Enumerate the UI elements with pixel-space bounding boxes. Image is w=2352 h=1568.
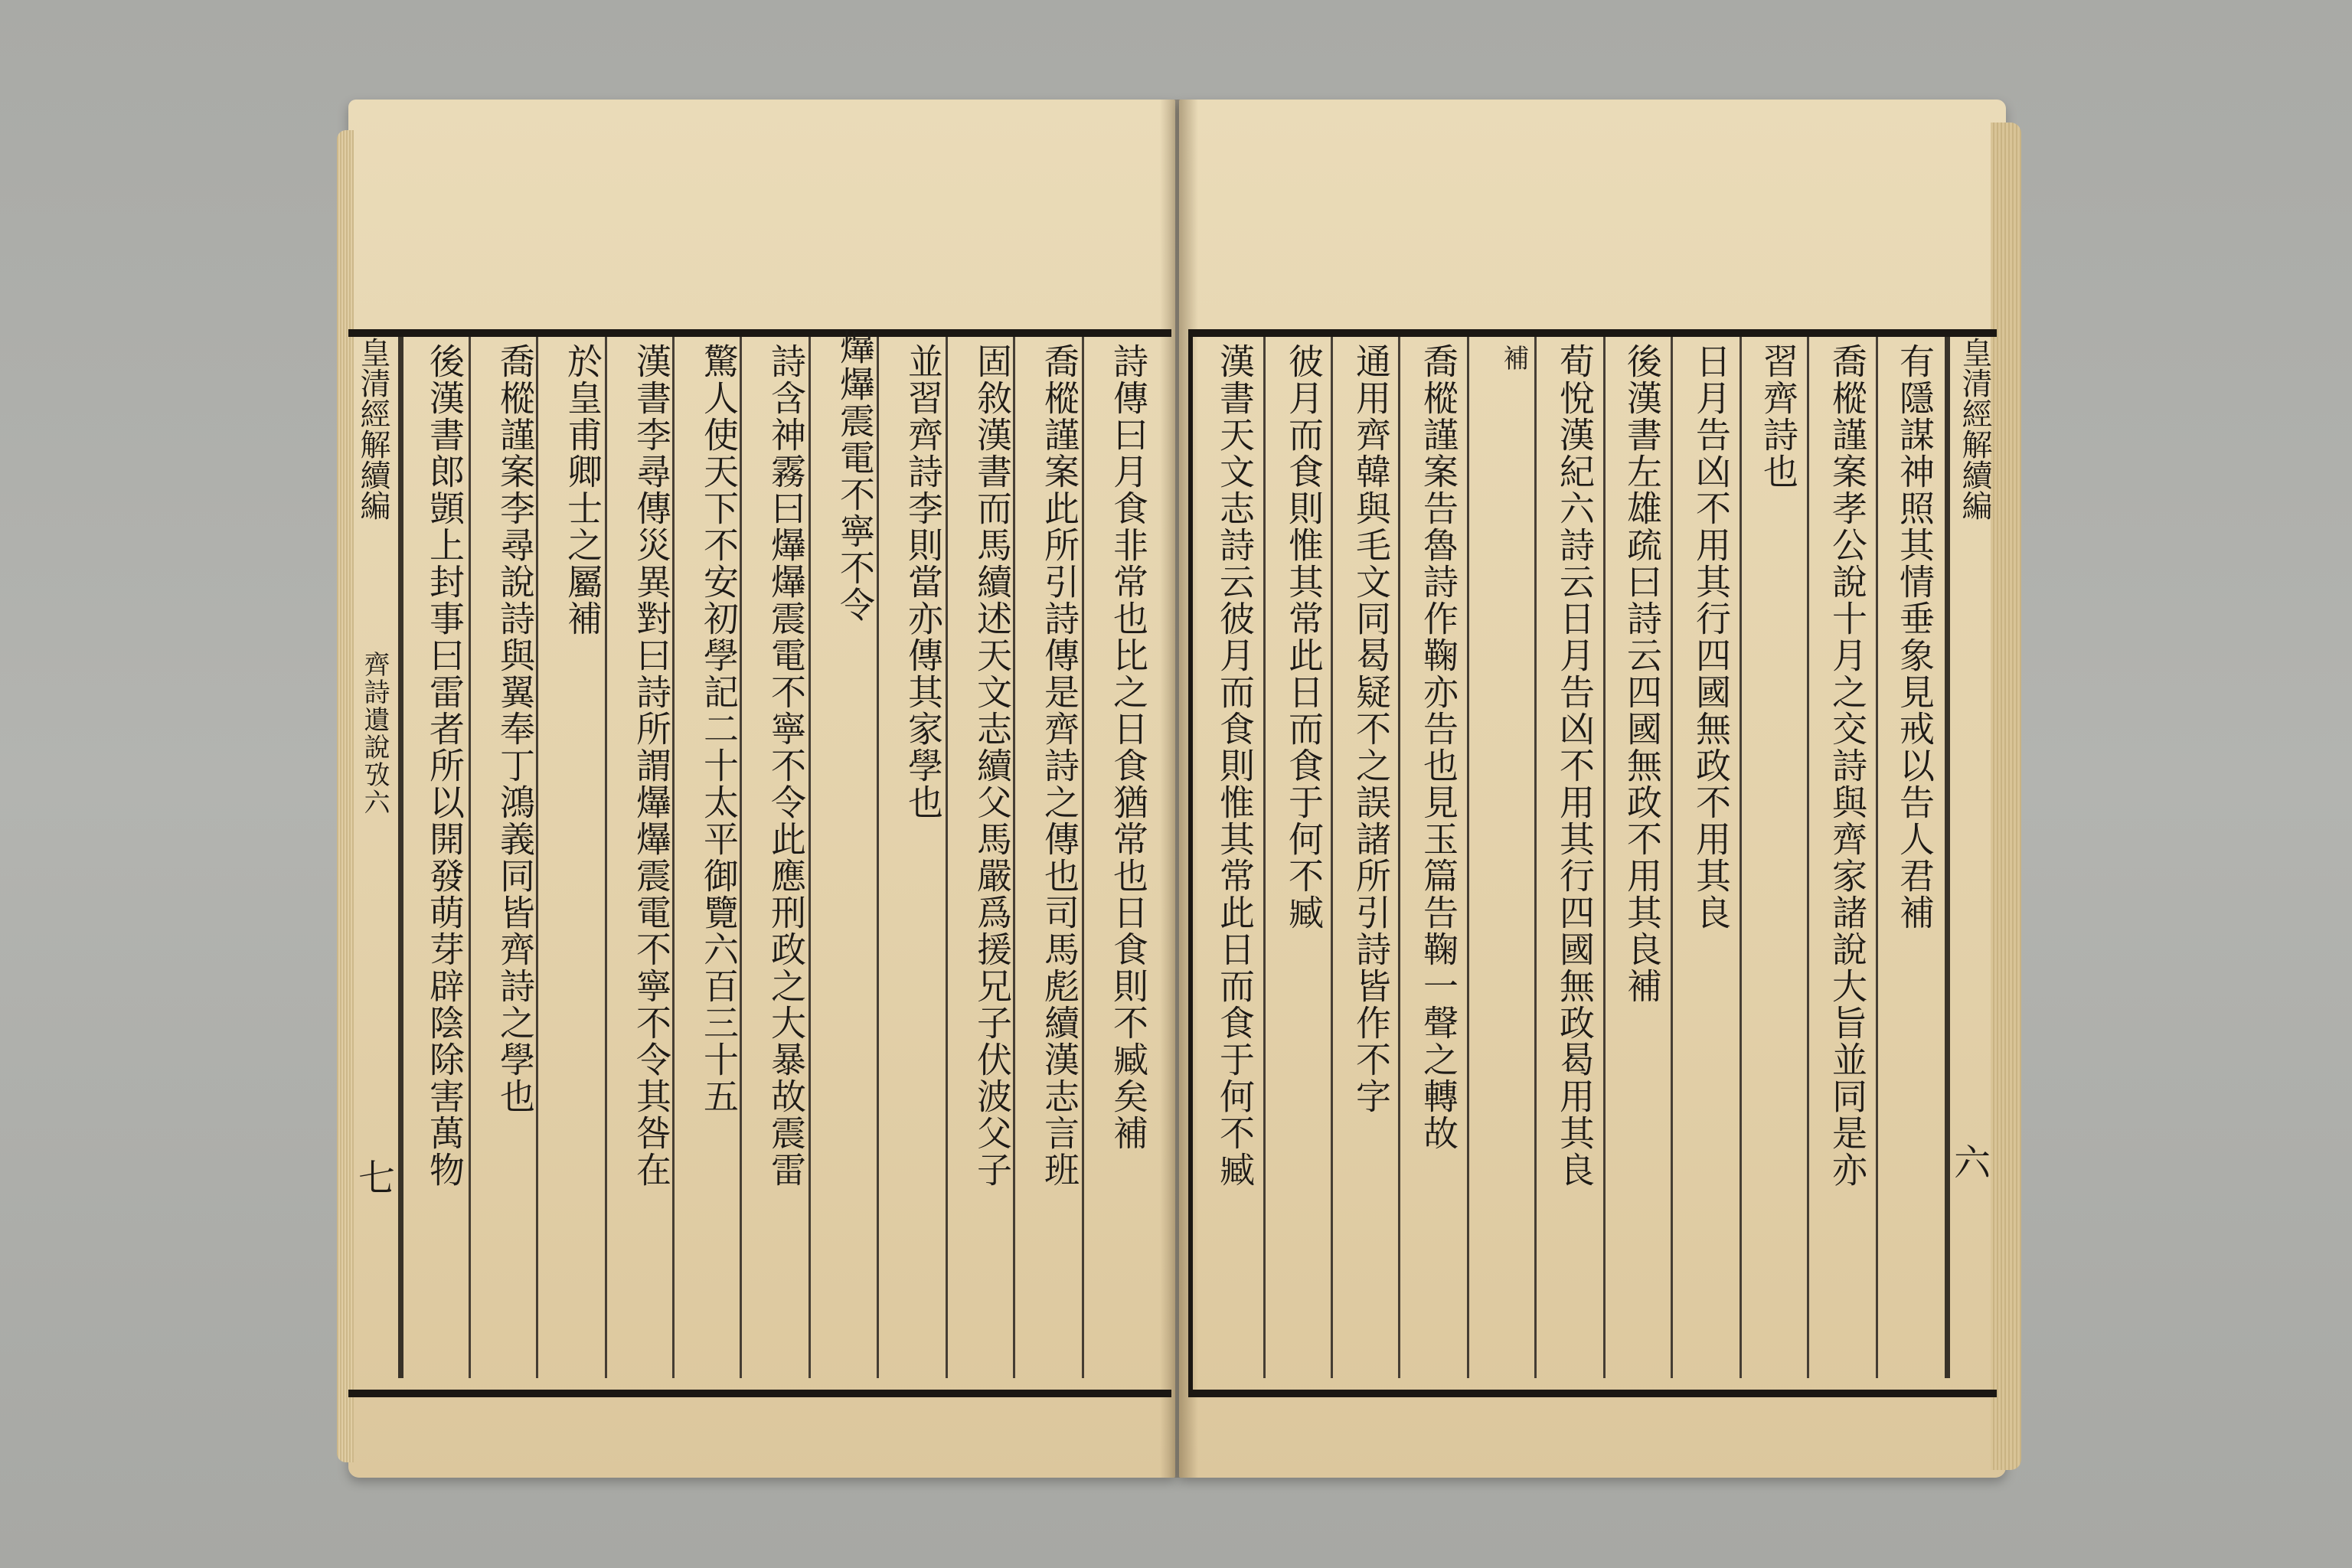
left-column-3: 固敘漢書而馬續述天文志續父馬嚴爲援兄子伏波父子 xyxy=(972,343,1013,1188)
right-column-8: 喬樅謹案告魯詩作鞠亦告也見玉篇告鞠一聲之轉故 xyxy=(1418,343,1459,1152)
left-column-9: 於皇甫卿士之屬補 xyxy=(562,343,603,637)
left-column-7: 驚人使天下不安初學記二十太平御覽六百三十五 xyxy=(698,343,740,1115)
left-column-8: 漢書李尋傳災異對曰詩所謂爗爗震電不寧不令其咎在 xyxy=(631,343,672,1188)
left-column-6: 詩含神霧曰爗爗震電不寧不令此應刑政之大暴故震雷 xyxy=(766,343,807,1188)
left-column-2: 喬樅謹案此所引詩傳是齊詩之傳也司馬彪續漢志言班 xyxy=(1039,343,1080,1188)
right-column-4: 日月告凶不用其行四國無政不用其良 xyxy=(1690,343,1732,931)
right-column-5: 後漢書左雄疏曰詩云四國無政不用其良補 xyxy=(1622,343,1663,1004)
column-rule xyxy=(1534,337,1537,1378)
left-column-1: 詩傳曰月食非常也比之日食猶常也日食則不臧矣補 xyxy=(1108,343,1149,1152)
left-column-11: 後漢書郎顗上封事曰雷者所以開發萌芽辟陰除害萬物 xyxy=(424,343,466,1188)
right-column-11: 漢書天文志詩云彼月而食則惟其常此日而食于何不臧 xyxy=(1214,343,1256,1188)
right-column-3: 習齊詩也 xyxy=(1758,343,1799,490)
right-column-10: 彼月而食則惟其常此日而食于何不臧 xyxy=(1283,343,1325,931)
fold-rule xyxy=(1945,337,1950,1378)
left-column-10: 喬樅謹案李尋說詩與翼奉丁鴻義同皆齊詩之學也 xyxy=(495,343,536,1115)
left-column-5: 爗爗震電不寧不令 xyxy=(835,329,876,623)
left-page-number: 七 xyxy=(358,1157,396,1200)
right-fold-title: 皇清經解續編 xyxy=(1957,337,1992,521)
right-column-6: 荀悅漢紀六詩云日月告凶不用其行四國無政曷用其良 xyxy=(1554,343,1596,1188)
right-column-1: 有隱謀神照其情垂象見戒以告人君補 xyxy=(1894,343,1936,931)
left-column-4: 並習齊詩李則當亦傳其家學也 xyxy=(903,343,944,821)
right-page-number: 六 xyxy=(1954,1142,1991,1184)
left-fold-section: 齊詩遺說攷六 xyxy=(359,651,390,816)
right-column-2: 喬樅謹案孝公說十月之交詩與齊家諸說大旨並同是亦 xyxy=(1827,343,1868,1188)
right-column-9: 通用齊韓與毛文同曷疑不之誤諸所引詩皆作不字 xyxy=(1351,343,1392,1115)
fold-rule xyxy=(398,337,403,1378)
left-fold-title: 皇清經解續編 xyxy=(355,337,390,521)
right-column-7: 補 xyxy=(1498,345,1529,372)
